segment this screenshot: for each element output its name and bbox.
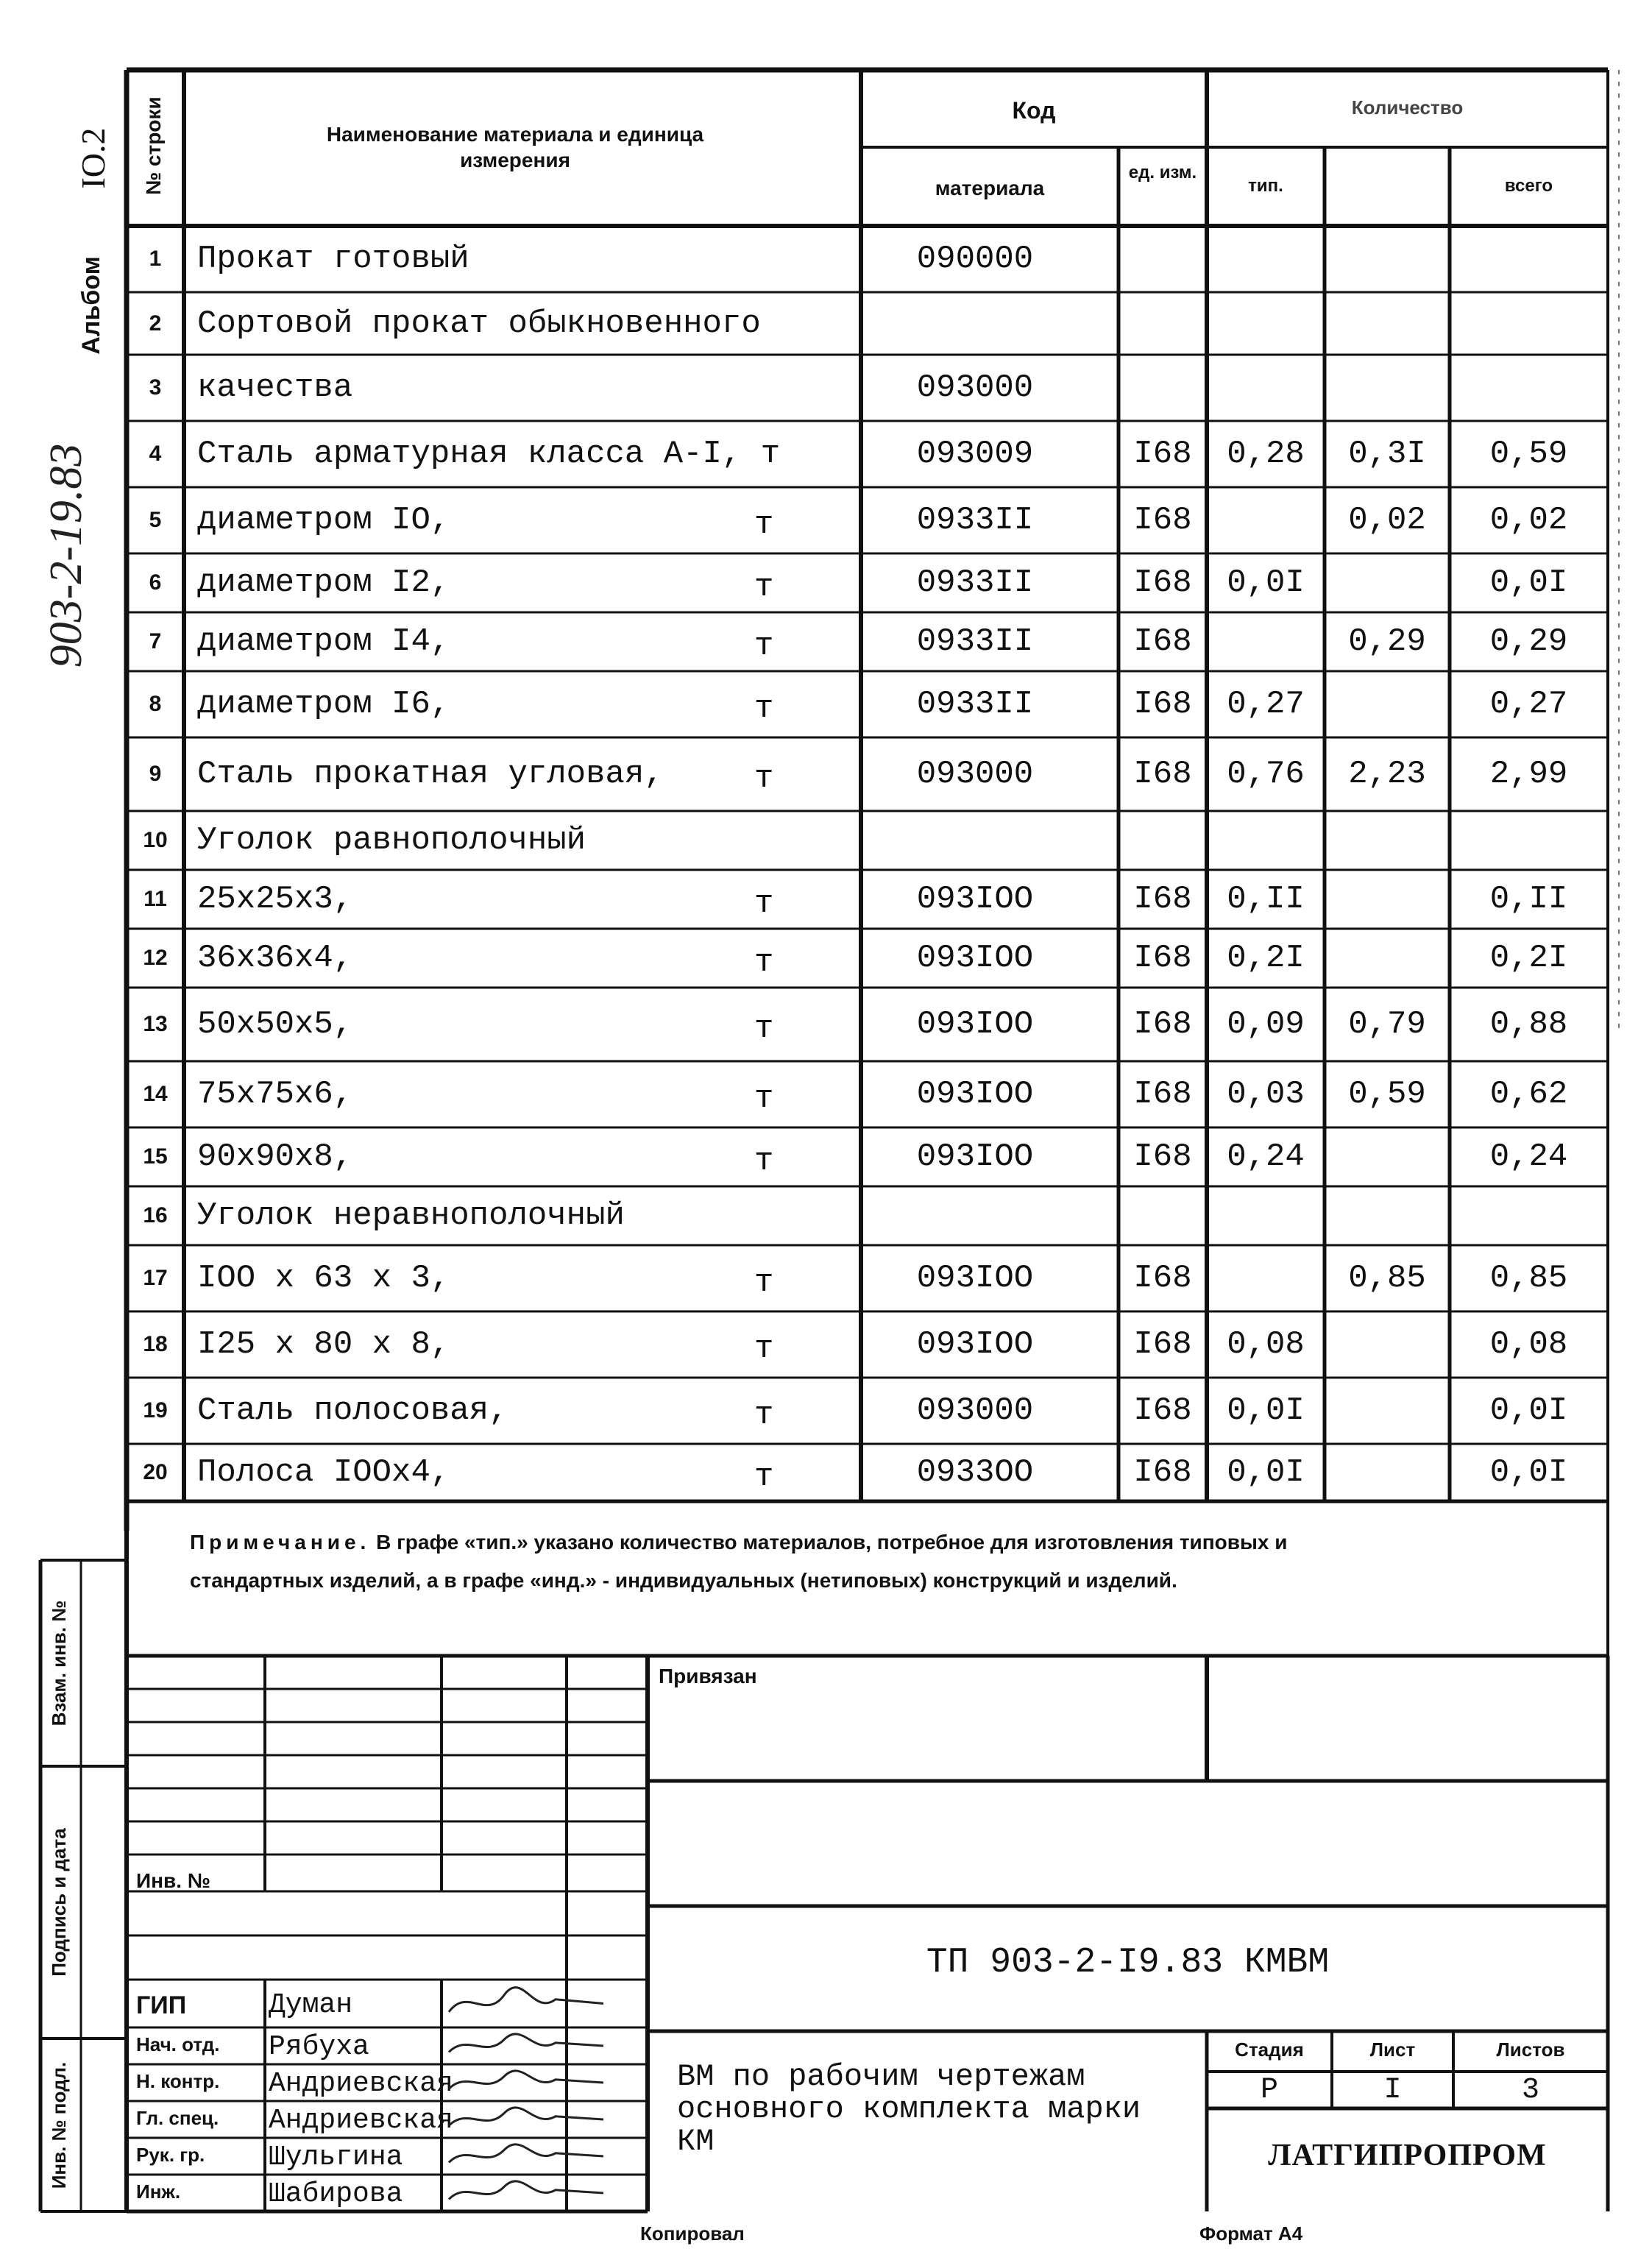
row-unit-label: т bbox=[754, 1080, 774, 1117]
row-unit-code: I68 bbox=[1133, 623, 1192, 660]
row-total: 0,2I bbox=[1489, 940, 1568, 977]
format-label: Формат А4 bbox=[1199, 2222, 1303, 2245]
row-number: 5 bbox=[149, 508, 162, 532]
inv-no-label: Инв. № bbox=[136, 1869, 211, 1892]
row-typ: 0,09 bbox=[1227, 1006, 1305, 1043]
row-number: 10 bbox=[143, 828, 168, 852]
row-typ: 0,24 bbox=[1227, 1138, 1305, 1175]
row-code: 0933II bbox=[916, 564, 1034, 601]
row-number: 2 bbox=[149, 311, 162, 336]
privyazan-label: Привязан bbox=[659, 1665, 757, 1687]
row-name: 75х75х6, bbox=[197, 1076, 353, 1113]
row-number: 11 bbox=[143, 887, 167, 911]
row-number: 4 bbox=[149, 442, 162, 466]
row-number: 15 bbox=[143, 1144, 168, 1169]
row-code: 093IOO bbox=[916, 1326, 1034, 1363]
signature-scribble bbox=[445, 2178, 607, 2208]
row-code: 0933OO bbox=[916, 1454, 1034, 1491]
row-number: 17 bbox=[143, 1266, 168, 1290]
row-unit-code: I68 bbox=[1133, 564, 1192, 601]
stamp-podpis: Подпись и дата bbox=[48, 1828, 70, 1977]
row-code: 0933II bbox=[916, 686, 1034, 723]
row-unit-code: I68 bbox=[1133, 686, 1192, 723]
signature-scribble bbox=[445, 2030, 607, 2061]
row-total: 0,02 bbox=[1489, 502, 1568, 539]
signature-scribble bbox=[445, 1983, 607, 2025]
header-quantity: Количество bbox=[1351, 96, 1464, 118]
signature-name: Думан bbox=[269, 1988, 353, 2021]
header-total: всего bbox=[1504, 176, 1553, 196]
row-ind: 0,02 bbox=[1348, 502, 1426, 539]
sheet-description: ВМ по рабочим чертежам основного комплекта марки КМ bbox=[677, 2059, 1141, 2160]
signature-role: ГИП bbox=[136, 1991, 187, 2019]
signature-scribble bbox=[445, 2141, 607, 2172]
row-ind: 0,59 bbox=[1348, 1076, 1426, 1113]
row-unit-code: I68 bbox=[1133, 881, 1192, 918]
row-number: 12 bbox=[143, 946, 168, 970]
row-number: 7 bbox=[149, 629, 162, 653]
row-unit-code: I68 bbox=[1133, 1454, 1192, 1491]
note-text: В графе «тип.» указано количество материалов, потребное для изготовления типовых и стандартных изделий, а в графе «инд.» - индивидуальных (нетиповых) конструкций и изделий. bbox=[190, 1531, 1288, 1592]
row-total: 0,II bbox=[1489, 881, 1568, 918]
row-code: 093IOO bbox=[916, 940, 1034, 977]
row-name: диаметром I2, bbox=[197, 564, 450, 601]
row-name: 25х25х3, bbox=[197, 881, 353, 918]
row-typ: 0,0I bbox=[1227, 1454, 1305, 1491]
header-name: Наименование материала и единица измерения bbox=[326, 123, 704, 171]
row-number: 20 bbox=[143, 1460, 168, 1484]
row-number: 18 bbox=[143, 1332, 168, 1356]
row-ind: 2,23 bbox=[1348, 756, 1426, 793]
row-typ: 0,08 bbox=[1227, 1326, 1305, 1363]
row-unit-label: т bbox=[754, 569, 774, 606]
signature-name: Андриевская bbox=[269, 2068, 453, 2100]
row-unit-code: I68 bbox=[1133, 1006, 1192, 1043]
row-ind: 0,85 bbox=[1348, 1260, 1426, 1297]
document-code: ТП 903-2-I9.83 КМВМ bbox=[926, 1943, 1330, 1983]
stage-value: Р bbox=[1260, 2074, 1278, 2107]
row-total: 2,99 bbox=[1489, 756, 1568, 793]
signature-role: Нач. отд. bbox=[136, 2033, 220, 2055]
header-row-no: № строки bbox=[142, 96, 165, 195]
row-total: 0,0I bbox=[1489, 564, 1568, 601]
row-unit-label: т bbox=[754, 1010, 774, 1047]
row-total: 0,62 bbox=[1489, 1076, 1568, 1113]
row-unit-label: т bbox=[754, 944, 774, 981]
row-unit-code: I68 bbox=[1133, 940, 1192, 977]
row-name: Сортовой прокат обыкновенного bbox=[197, 305, 761, 342]
row-name: Сталь арматурная класса А-I, т bbox=[197, 436, 781, 472]
stamp-inv-podl: Инв. № подл. bbox=[48, 2061, 70, 2189]
row-total: 0,85 bbox=[1489, 1260, 1568, 1297]
row-code: 093000 bbox=[916, 1392, 1034, 1429]
row-total: 0,88 bbox=[1489, 1006, 1568, 1043]
row-name: Полоса IOOх4, bbox=[197, 1454, 450, 1491]
signature-role: Рук. гр. bbox=[136, 2144, 205, 2166]
row-typ: 0,II bbox=[1227, 881, 1305, 918]
row-unit-code: I68 bbox=[1133, 502, 1192, 539]
row-code: 093IOO bbox=[916, 1138, 1034, 1175]
copied-label: Копировал bbox=[640, 2222, 745, 2245]
row-name: Уголок неравнополочный bbox=[197, 1197, 625, 1234]
row-number: 8 bbox=[149, 692, 162, 716]
row-name: Прокат готовый bbox=[197, 241, 469, 277]
row-name: диаметром I6, bbox=[197, 686, 450, 723]
row-code: 0933II bbox=[916, 623, 1034, 660]
row-name: Сталь прокатная угловая, bbox=[197, 756, 664, 793]
album-number: IO.2 bbox=[74, 127, 112, 189]
row-unit-label: т bbox=[754, 1459, 774, 1495]
signature-role: Инж. bbox=[136, 2181, 181, 2203]
row-typ: 0,27 bbox=[1227, 686, 1305, 723]
row-ind: 0,79 bbox=[1348, 1006, 1426, 1043]
row-number: 3 bbox=[149, 375, 162, 400]
row-name: диаметром I4, bbox=[197, 623, 450, 660]
row-name: Сталь полосовая, bbox=[197, 1392, 508, 1429]
row-code: 093IOO bbox=[916, 1076, 1034, 1113]
signature-name: Андриевская bbox=[269, 2105, 453, 2136]
row-typ: 0,76 bbox=[1227, 756, 1305, 793]
row-unit-label: т bbox=[754, 506, 774, 543]
header-code: Код bbox=[1012, 97, 1056, 124]
row-unit-label: т bbox=[754, 760, 774, 797]
sheet-value: I bbox=[1383, 2074, 1402, 2107]
signature-scribble bbox=[445, 2067, 607, 2098]
row-ind: 0,29 bbox=[1348, 623, 1426, 660]
signature-name: Шабирова bbox=[269, 2178, 403, 2210]
row-name: качества bbox=[197, 369, 353, 406]
row-unit-label: т bbox=[754, 885, 774, 922]
row-name: 36х36х4, bbox=[197, 940, 353, 977]
row-ind: 0,3I bbox=[1348, 436, 1426, 472]
row-unit-code: I68 bbox=[1133, 1076, 1192, 1113]
row-number: 1 bbox=[149, 247, 162, 271]
row-unit-code: I68 bbox=[1133, 1138, 1192, 1175]
row-total: 0,0I bbox=[1489, 1392, 1568, 1429]
row-name: диаметром IO, bbox=[197, 502, 450, 539]
row-unit-code: I68 bbox=[1133, 756, 1192, 793]
row-total: 0,0I bbox=[1489, 1454, 1568, 1491]
row-total: 0,29 bbox=[1489, 623, 1568, 660]
row-total: 0,08 bbox=[1489, 1326, 1568, 1363]
row-unit-label: т bbox=[754, 1397, 774, 1434]
note bbox=[190, 1523, 1338, 1600]
row-name: IOO х 63 х 3, bbox=[197, 1260, 450, 1297]
header-unit: ед. изм. bbox=[1128, 163, 1197, 183]
header-typ: тип. bbox=[1248, 176, 1283, 196]
row-number: 9 bbox=[149, 762, 162, 786]
note-label: Примечание. bbox=[190, 1531, 371, 1554]
row-number: 13 bbox=[143, 1012, 168, 1036]
row-code: 093IOO bbox=[916, 1006, 1034, 1043]
row-total: 0,59 bbox=[1489, 436, 1568, 472]
row-typ: 0,0I bbox=[1227, 1392, 1305, 1429]
row-code: 090000 bbox=[916, 241, 1034, 277]
organization-name: ЛАТГИПРОПРОМ bbox=[1268, 2139, 1547, 2172]
row-code: 0933II bbox=[916, 502, 1034, 539]
signature-name: Рябуха bbox=[269, 2031, 369, 2063]
signature-role: Н. контр. bbox=[136, 2070, 220, 2092]
row-unit-code: I68 bbox=[1133, 1392, 1192, 1429]
row-code: 093009 bbox=[916, 436, 1034, 472]
handwritten-code: 903-2-19.83 bbox=[41, 443, 91, 668]
signature-role: Гл. спец. bbox=[136, 2107, 219, 2129]
signature-scribble bbox=[445, 2104, 607, 2135]
row-total: 0,27 bbox=[1489, 686, 1568, 723]
row-typ: 0,2I bbox=[1227, 940, 1305, 977]
row-unit-label: т bbox=[754, 1331, 774, 1367]
row-unit-label: т bbox=[754, 628, 774, 665]
row-unit-label: т bbox=[754, 1264, 774, 1301]
row-unit-code: I68 bbox=[1133, 1260, 1192, 1297]
row-code: 093000 bbox=[916, 369, 1034, 406]
row-unit-label: т bbox=[754, 1143, 774, 1180]
row-unit-code: I68 bbox=[1133, 436, 1192, 472]
row-unit-label: т bbox=[754, 690, 774, 727]
stamp-vzam: Взам. инв. № bbox=[48, 1600, 70, 1726]
row-typ: 0,03 bbox=[1227, 1076, 1305, 1113]
row-number: 6 bbox=[149, 570, 162, 595]
row-name: Уголок равнополочный bbox=[197, 822, 586, 859]
album-label: Альбом bbox=[77, 256, 105, 355]
row-number: 14 bbox=[143, 1082, 168, 1106]
row-code: 093IOO bbox=[916, 881, 1034, 918]
signature-name: Шульгина bbox=[269, 2142, 403, 2173]
stage-label: Стадия bbox=[1235, 2038, 1304, 2061]
row-code: 093IOO bbox=[916, 1260, 1034, 1297]
row-total: 0,24 bbox=[1489, 1138, 1568, 1175]
row-typ: 0,28 bbox=[1227, 436, 1305, 472]
row-name: I25 х 80 х 8, bbox=[197, 1326, 450, 1363]
header-material: материала bbox=[935, 177, 1045, 199]
sheets-label: Листов bbox=[1496, 2038, 1565, 2061]
sheets-value: 3 bbox=[1521, 2074, 1539, 2107]
row-name: 90х90х8, bbox=[197, 1138, 353, 1175]
row-unit-code: I68 bbox=[1133, 1326, 1192, 1363]
row-typ: 0,0I bbox=[1227, 564, 1305, 601]
row-name: 50х50х5, bbox=[197, 1006, 353, 1043]
row-number: 16 bbox=[143, 1203, 168, 1228]
sheet-label: Лист bbox=[1369, 2038, 1416, 2061]
row-code: 093000 bbox=[916, 756, 1034, 793]
row-number: 19 bbox=[143, 1398, 168, 1423]
